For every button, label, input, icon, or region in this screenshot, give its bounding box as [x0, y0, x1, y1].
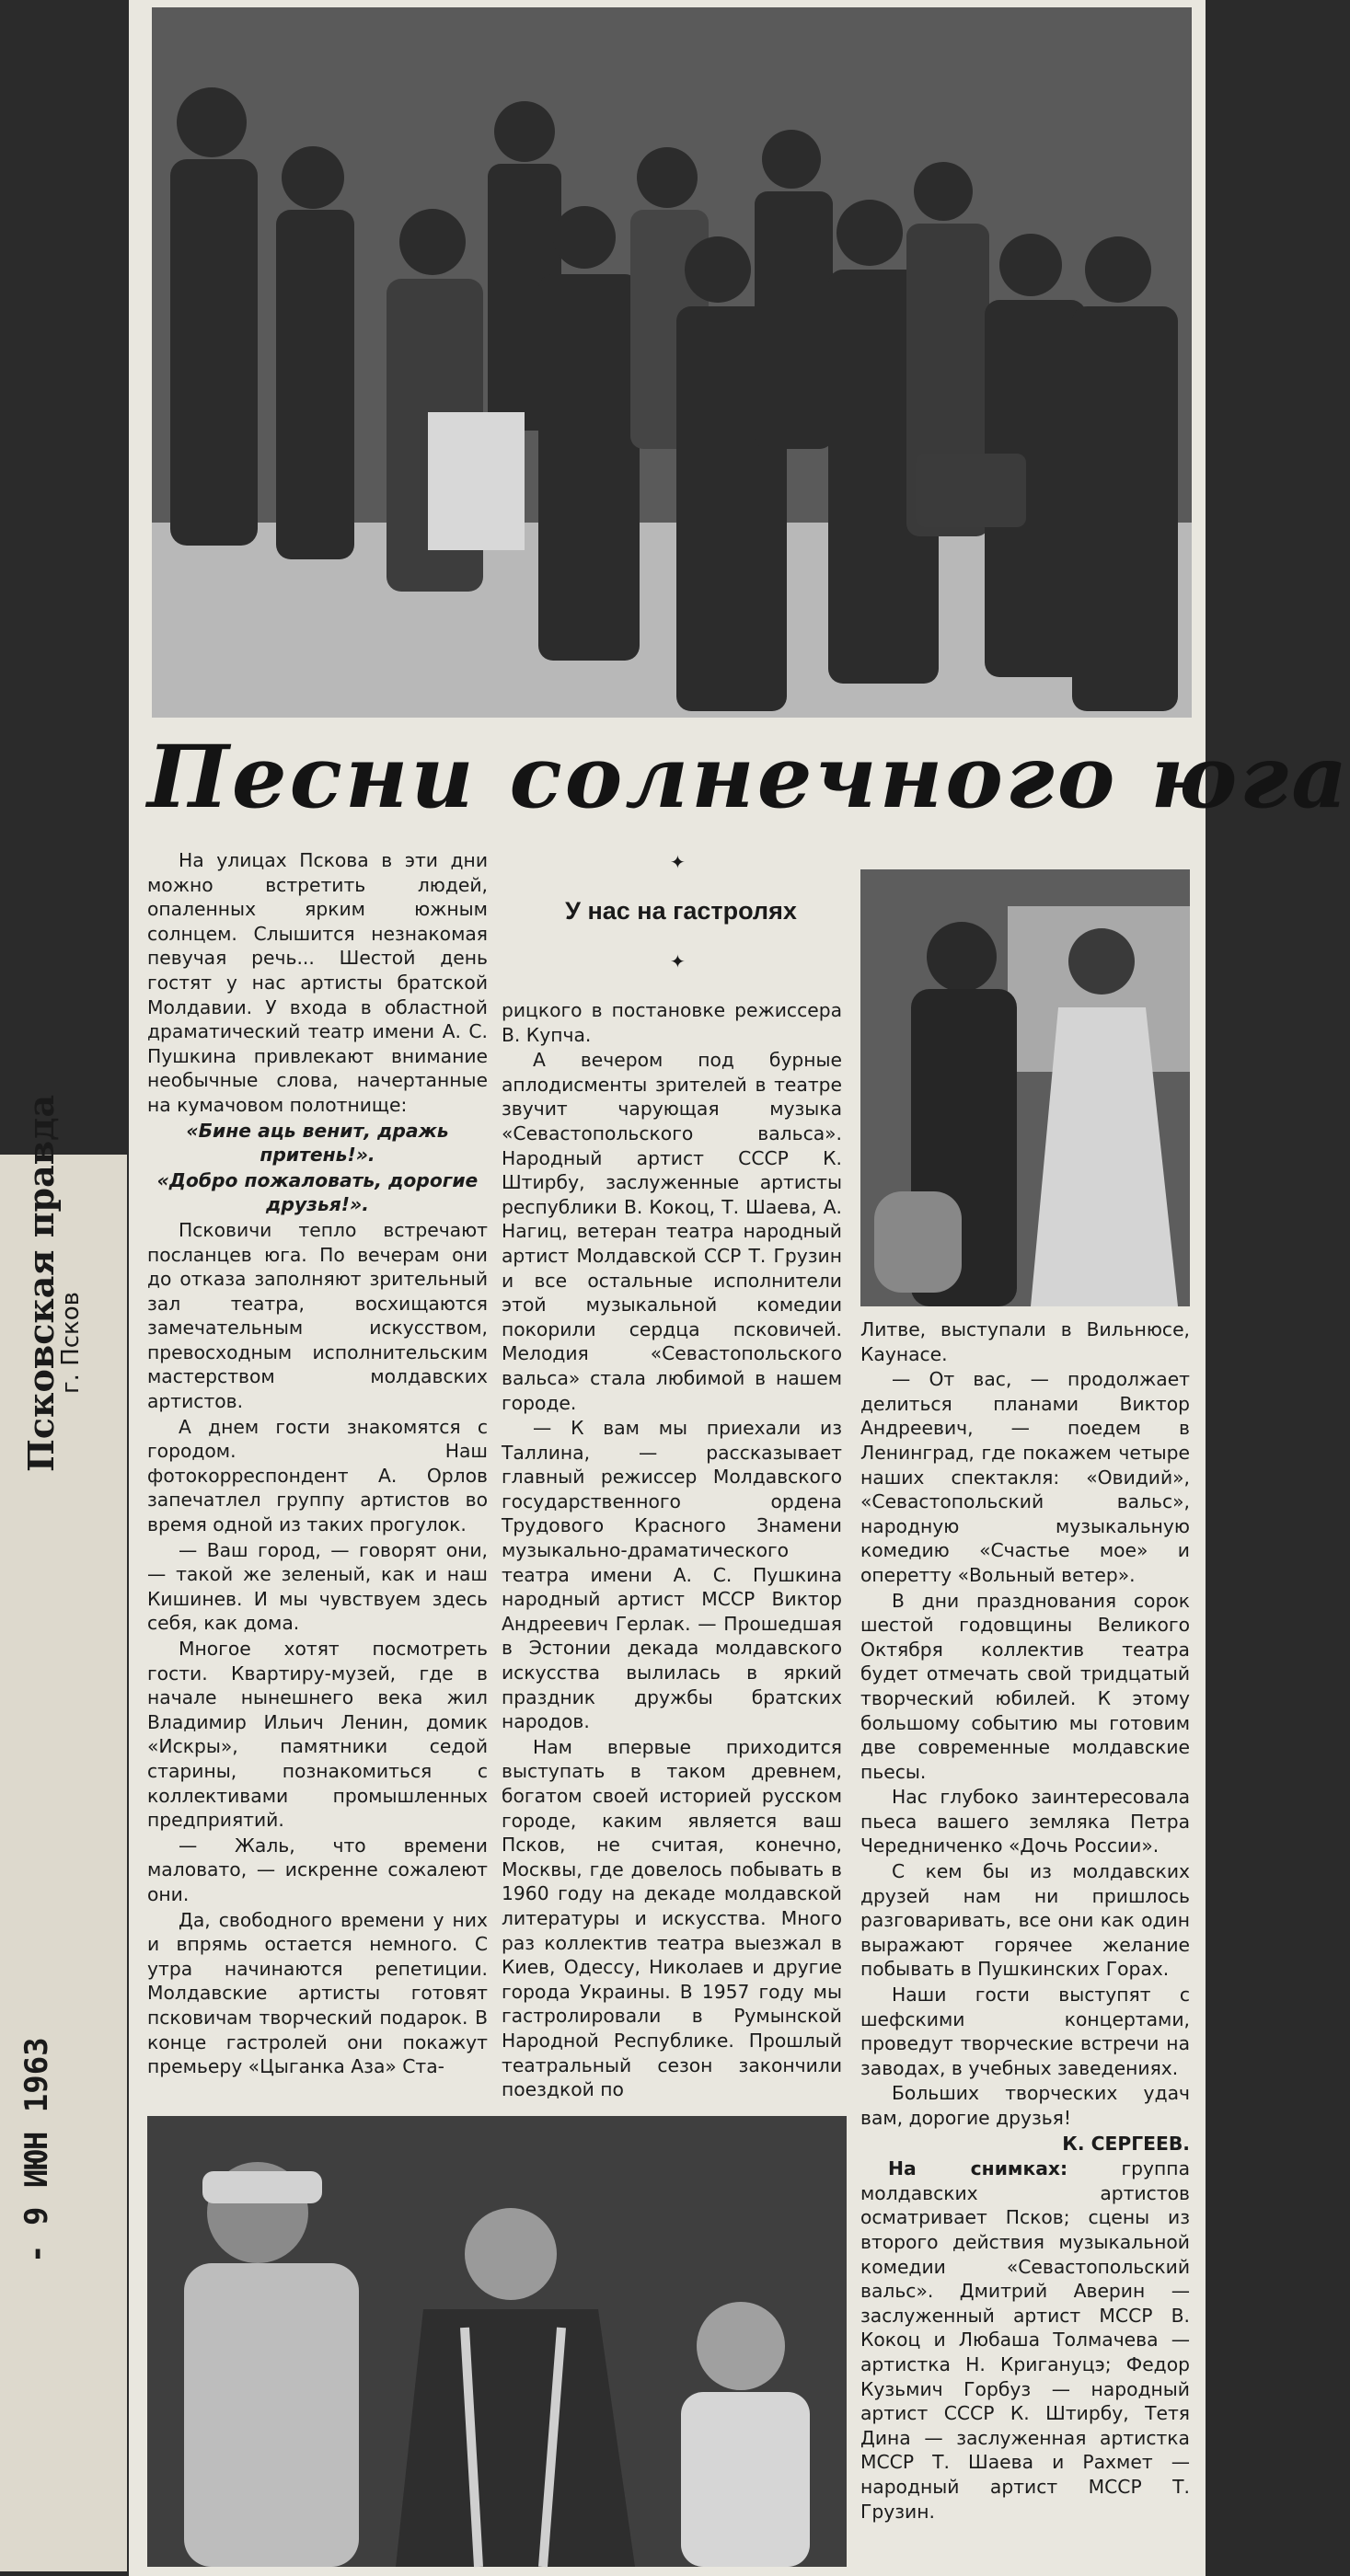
paragraph: — Жаль, что времени маловато, — искренне сожалеют они. [147, 1834, 488, 1905]
paragraph: — К вам мы приехали из Таллина, — рассказывает главный режиссер Молдавского государственного ордена Трудового Красного Знамени музыкально-драматического театра имени А. С. Пушкина народный артист МССР Виктор Андреевич Герлак. — Прошедшая в Эстонии декада молдавского искусства вылилась в яркий праздник дружбы братских народов. [502, 1417, 842, 1733]
photo-caption [860, 2156, 1190, 2524]
article-column-3 [860, 1317, 1190, 2559]
ornament-top: ✦ [670, 851, 686, 873]
ornament-bottom: ✦ [670, 950, 686, 972]
banner-quote-moldovan: «Бине аць венит, дражь притень!». [186, 1119, 449, 1167]
stage-photo-three-performers [147, 2116, 847, 2567]
paragraph: рицкого в постановке режиссера В. Купча. [502, 999, 842, 1046]
paragraph: Литве, выступали в Вильнюсе, Каунасе. [860, 1318, 1190, 1365]
author-signature: К. СЕРГЕЕВ. [1062, 2132, 1190, 2155]
paragraph: Нам впервые приходится выступать в таком древнем, богатом своей историей русском городе, каким является ваш Псков, не считая, конечно, Москвы, где довелось побывать в 1960 году на декаде молдавской литературы и искусства. Много раз коллектив театра выезжал в Киев, Одессу, Николаев и другие города Украины. В 1957 году мы гастролировали в Румынской Народной Республике. Прошлый театральный сезон закончили поездкой по [502, 1735, 842, 2101]
paragraph: Многое хотят посмотреть гости. Квартиру-музей, где в начале нынешнего века жил Владимир Ильич Ленин, домик «Искры», памятники седой старины, познакомиться с коллективами промышленных предприятий. [147, 1638, 488, 1832]
paragraph: — Ваш город, — говорят они, — такой же зеленый, как и наш Кишинев. И мы чувствуем здесь себя, как дома. [147, 1538, 488, 1635]
paragraph: В дни празднования сорок шестой годовщины Великого Октября коллектив театра будет отмечать свой тридцатый творческий юбилей. К этому большому событию мы готовим две современные молдавские пьесы. [860, 1589, 1190, 1783]
article-column-1 [147, 848, 488, 2095]
rubric: У нас на гастролях [565, 897, 797, 925]
newspaper-title: Псковская правда [20, 1094, 62, 1472]
stage-photo-sailor-woman [860, 869, 1190, 1306]
headline: Песни солнечного юга [147, 727, 1350, 828]
paragraph: На улицах Пскова в эти дни можно встретить людей, опаленных ярким южным солнцем. Слышится незнакомая певучая речь... Шестой день гостят у нас артисты братской Молдавии. У входа в областной драматический театр имени А. С. Пушкина привлекают внимание необычные слова, начертанные на кумачовом полотнище: [147, 849, 488, 1116]
caption-text: группа молдавских артистов осматривает Псков; сцены из второго действия музыкальной комедии «Севастопольский вальс». Дмитрий Аверин — заслуженный артист МССР В. Кокоц и Любаша Толмачева — артистка Н. Кригануцэ; Федор Кузьмич Горбуз — народный артист СССР К. Штирбу, Тетя Дина — заслуженная артистка МССР Т. Шаева и Рахмет — народный артист МССР Т. Грузин. [860, 2157, 1190, 2523]
paragraph: А днем гости знакомятся с городом. Наш фотокорреспондент А. Орлов запечатлел группу артистов во время одной из таких прогулок. [147, 1415, 488, 1536]
paragraph: С кем бы из молдавских друзей нам ни пришлось разговаривать, все они как один выражают горячее желание побывать в Пушкинских Горах. [860, 1860, 1190, 1981]
group-photo [152, 7, 1192, 718]
caption-heading: На снимках: [888, 2157, 1068, 2180]
paragraph: — От вас, — продолжает делиться планами Виктор Андреевич, — поедем в Ленинград, где покажем четыре наших спектакля: «Овидий», «Севастопольский вальс», народную музыкальную комедию «Счастье мое» и оперетту «Вольный ветер». [860, 1368, 1190, 1586]
group-photo-figures [152, 7, 1192, 718]
paragraph: Больших творческих удач вам, дорогие друзья! [860, 2082, 1190, 2129]
paragraph: Наши гости выступят с шефскими концертами, проведут творческие встречи на заводах, в учебных заведениях. [860, 1984, 1190, 2079]
paragraph: Псковичи тепло встречают посланцев юга. По вечерам они до отказа заполняют зрительный зал театра, восхищаются замечательным искусством, превосходным исполнительским мастерством молдавских артистов. [147, 1218, 488, 1413]
paragraph: Да, свободного времени у них и впрямь остается немного. С утра начинаются репетиции. Молдавские артисты готовят псковичам творческий подарок. В конце гастролей они покажут премьеру «Цыганка Аза» Ста- [147, 1908, 488, 2078]
paragraph: А вечером под бурные аплодисменты зрителей в театре звучит чарующая музыка «Севастопольского вальса». Народный артист СССР К. Штирбу, заслуженные артисты республики В. Кокоц, Т. Шаева, А. Нагиц, ветеран театра народный артист Молдавской ССР Т. Грузин и все остальные исполнители этой музыкальной комедии покорили сердца псковичей. Мелодия «Севастопольского вальса» стала любимой в нашем городе. [502, 1049, 842, 1414]
paragraph: Нас глубоко заинтересовала пьеса вашего земляка Петра Чередниченко «Дочь России». [860, 1786, 1190, 1857]
newspaper-city: г. Псков [57, 1292, 85, 1394]
stage-photo-figures [860, 869, 1190, 1306]
publication-date: - 9 ИЮН 1963 [18, 2037, 55, 2263]
article-column-2 [502, 998, 842, 2121]
banner-quote-russian: «Добро пожаловать, дорогие друзья!». [156, 1168, 479, 1216]
stage-photo-three-figures [147, 2116, 847, 2567]
